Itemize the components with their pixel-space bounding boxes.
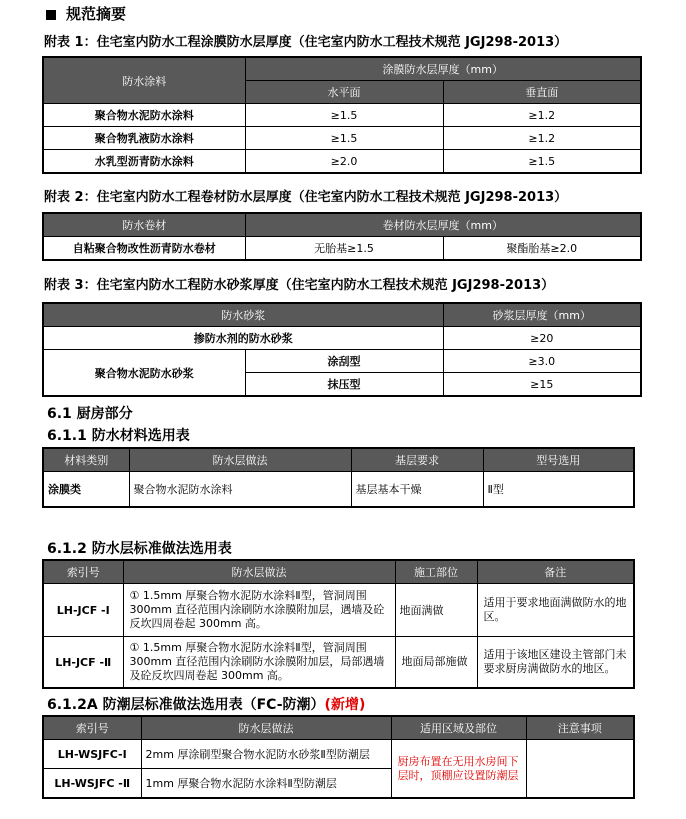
section-6-1-title: 6.1 厨房部分 (47, 406, 133, 422)
t1-row-name: 水乳型沥青防水涂料 (43, 150, 245, 174)
t612a-col-method: 防水层做法 (141, 716, 391, 740)
table1-caption: 附表 1：住宅室内防水工程涂膜防水层厚度（住宅室内防水工程技术规范 JGJ298-2013） (44, 35, 568, 50)
section-6-1-2a-title (47, 694, 647, 714)
t612-col-place: 施工部位 (395, 560, 477, 584)
table-row (43, 740, 634, 769)
t612a-code: LH-WSJFC -Ⅱ (43, 769, 141, 799)
t612a-code: LH-WSJFC-Ⅰ (43, 740, 141, 769)
t2-row-a: 无胎基≥1.5 (245, 237, 443, 261)
t1-row-h: ≥1.5 (245, 127, 443, 150)
t611-method: 聚合物水泥防水涂料 (129, 472, 351, 508)
table-row (43, 350, 641, 373)
t1-row-name: 聚合物水泥防水涂料 (43, 104, 245, 127)
t612-code: LH-JCF -Ⅰ (43, 584, 123, 637)
t611-col-method: 防水层做法 (129, 448, 351, 472)
t611-col-model: 型号选用 (483, 448, 634, 472)
t612-note: 适用于要求地面满做防水的地区。 (477, 584, 634, 637)
t612a-notes (526, 740, 634, 799)
table-6-1-2 (42, 559, 635, 689)
t1-col-vertical: 垂直面 (443, 81, 641, 104)
t612a-col-area: 适用区域及部位 (391, 716, 526, 740)
t611-model: Ⅱ型 (483, 472, 634, 508)
table-6-1-2a (42, 715, 635, 799)
t3-row2a-val: ≥3.0 (443, 350, 641, 373)
t1-col-horizontal: 水平面 (245, 81, 443, 104)
t1-row-h: ≥2.0 (245, 150, 443, 174)
section-6-1-2-title: 6.1.2 防水层标准做法选用表 (47, 541, 232, 557)
t612-method: ① 1.5mm 厚聚合物水泥防水涂料Ⅱ型，管洞周围 300mm 直径范围内涂刷防水涂膜附加层，遇墙及砼反坎四周卷起 300mm 高。 (123, 584, 395, 637)
t3-row1-val: ≥20 (443, 327, 641, 350)
t3-col-thickness: 砂浆层厚度（mm） (443, 303, 641, 327)
table-row (43, 472, 634, 508)
t612a-method: 1mm 厚聚合物水泥防水涂料Ⅱ型防潮层 (141, 769, 391, 799)
t612-note: 适用于该地区建设主管部门未要求厨房满做防水的地区。 (477, 637, 634, 689)
table2 (42, 212, 642, 261)
t612-code: LH-JCF -Ⅱ (43, 637, 123, 689)
table-row (43, 637, 634, 689)
t612a-area: 厨房布置在无用水房间下层时，顶棚应设置防潮层 (391, 740, 526, 799)
t1-row-v: ≥1.2 (443, 104, 641, 127)
t612a-method: 2mm 厚涂刷型聚合物水泥防水砂浆Ⅱ型防潮层 (141, 740, 391, 769)
t3-row2a-method: 涂刮型 (245, 350, 443, 373)
t611-col-category: 材料类别 (43, 448, 129, 472)
t612a-col-notes: 注意事项 (526, 716, 634, 740)
t611-category: 涂膜类 (43, 472, 129, 508)
t612a-col-code: 索引号 (43, 716, 141, 740)
t1-row-h: ≥1.5 (245, 104, 443, 127)
table-6-1-1 (42, 447, 635, 508)
table-row (43, 584, 634, 637)
square-bullet-icon (46, 10, 56, 20)
table1 (42, 56, 642, 174)
t612-col-code: 索引号 (43, 560, 123, 584)
table-row (43, 104, 641, 127)
t3-row2-name: 聚合物水泥防水砂浆 (43, 350, 245, 397)
table3-caption: 附表 3：住宅室内防水工程防水砂浆厚度（住宅室内防水工程技术规范 JGJ298-2013） (44, 278, 555, 293)
heading-text: 规范摘要 (66, 5, 127, 23)
table-row (43, 150, 641, 174)
t3-row2b-val: ≥15 (443, 373, 641, 397)
table-row (43, 127, 641, 150)
t2-col-material: 防水卷材 (43, 213, 245, 237)
t612-place: 地面局部施做 (395, 637, 477, 689)
t612-col-note: 备注 (477, 560, 634, 584)
section-6-1-2a-text: 6.1.2A 防潮层标准做法选用表（FC-防潮） (47, 697, 325, 713)
t612-method: ① 1.5mm 厚聚合物水泥防水涂料Ⅱ型，管洞周围 300mm 直径范围内涂刷防水涂膜附加层，局部遇墙及砼反坎四周卷起 300mm 高。 (123, 637, 395, 689)
t1-row-v: ≥1.5 (443, 150, 641, 174)
new-badge: (新增) (324, 697, 366, 713)
page-heading (0, 3, 686, 24)
t612-col-method: 防水层做法 (123, 560, 395, 584)
table-row (43, 327, 641, 350)
t1-col-material: 防水涂料 (43, 57, 245, 104)
t3-col-material: 防水砂浆 (43, 303, 443, 327)
table2-caption: 附表 2：住宅室内防水工程卷材防水层厚度（住宅室内防水工程技术规范 JGJ298-2013） (44, 190, 568, 205)
t3-row1-name: 掺防水剂的防水砂浆 (43, 327, 443, 350)
t611-base: 基层基本干燥 (351, 472, 483, 508)
t2-col-thickness: 卷材防水层厚度（mm） (245, 213, 641, 237)
section-6-1-1-title: 6.1.1 防水材料选用表 (47, 428, 190, 444)
t1-col-thickness: 涂膜防水层厚度（mm） (245, 57, 641, 81)
t2-row-b: 聚酯胎基≥2.0 (443, 237, 641, 261)
t1-row-v: ≥1.2 (443, 127, 641, 150)
table3 (42, 302, 642, 397)
t2-row-name: 自粘聚合物改性沥青防水卷材 (43, 237, 245, 261)
table-row (43, 237, 641, 261)
t1-row-name: 聚合物乳液防水涂料 (43, 127, 245, 150)
t611-col-base: 基层要求 (351, 448, 483, 472)
t3-row2b-method: 抹压型 (245, 373, 443, 397)
t612-place: 地面满做 (395, 584, 477, 637)
